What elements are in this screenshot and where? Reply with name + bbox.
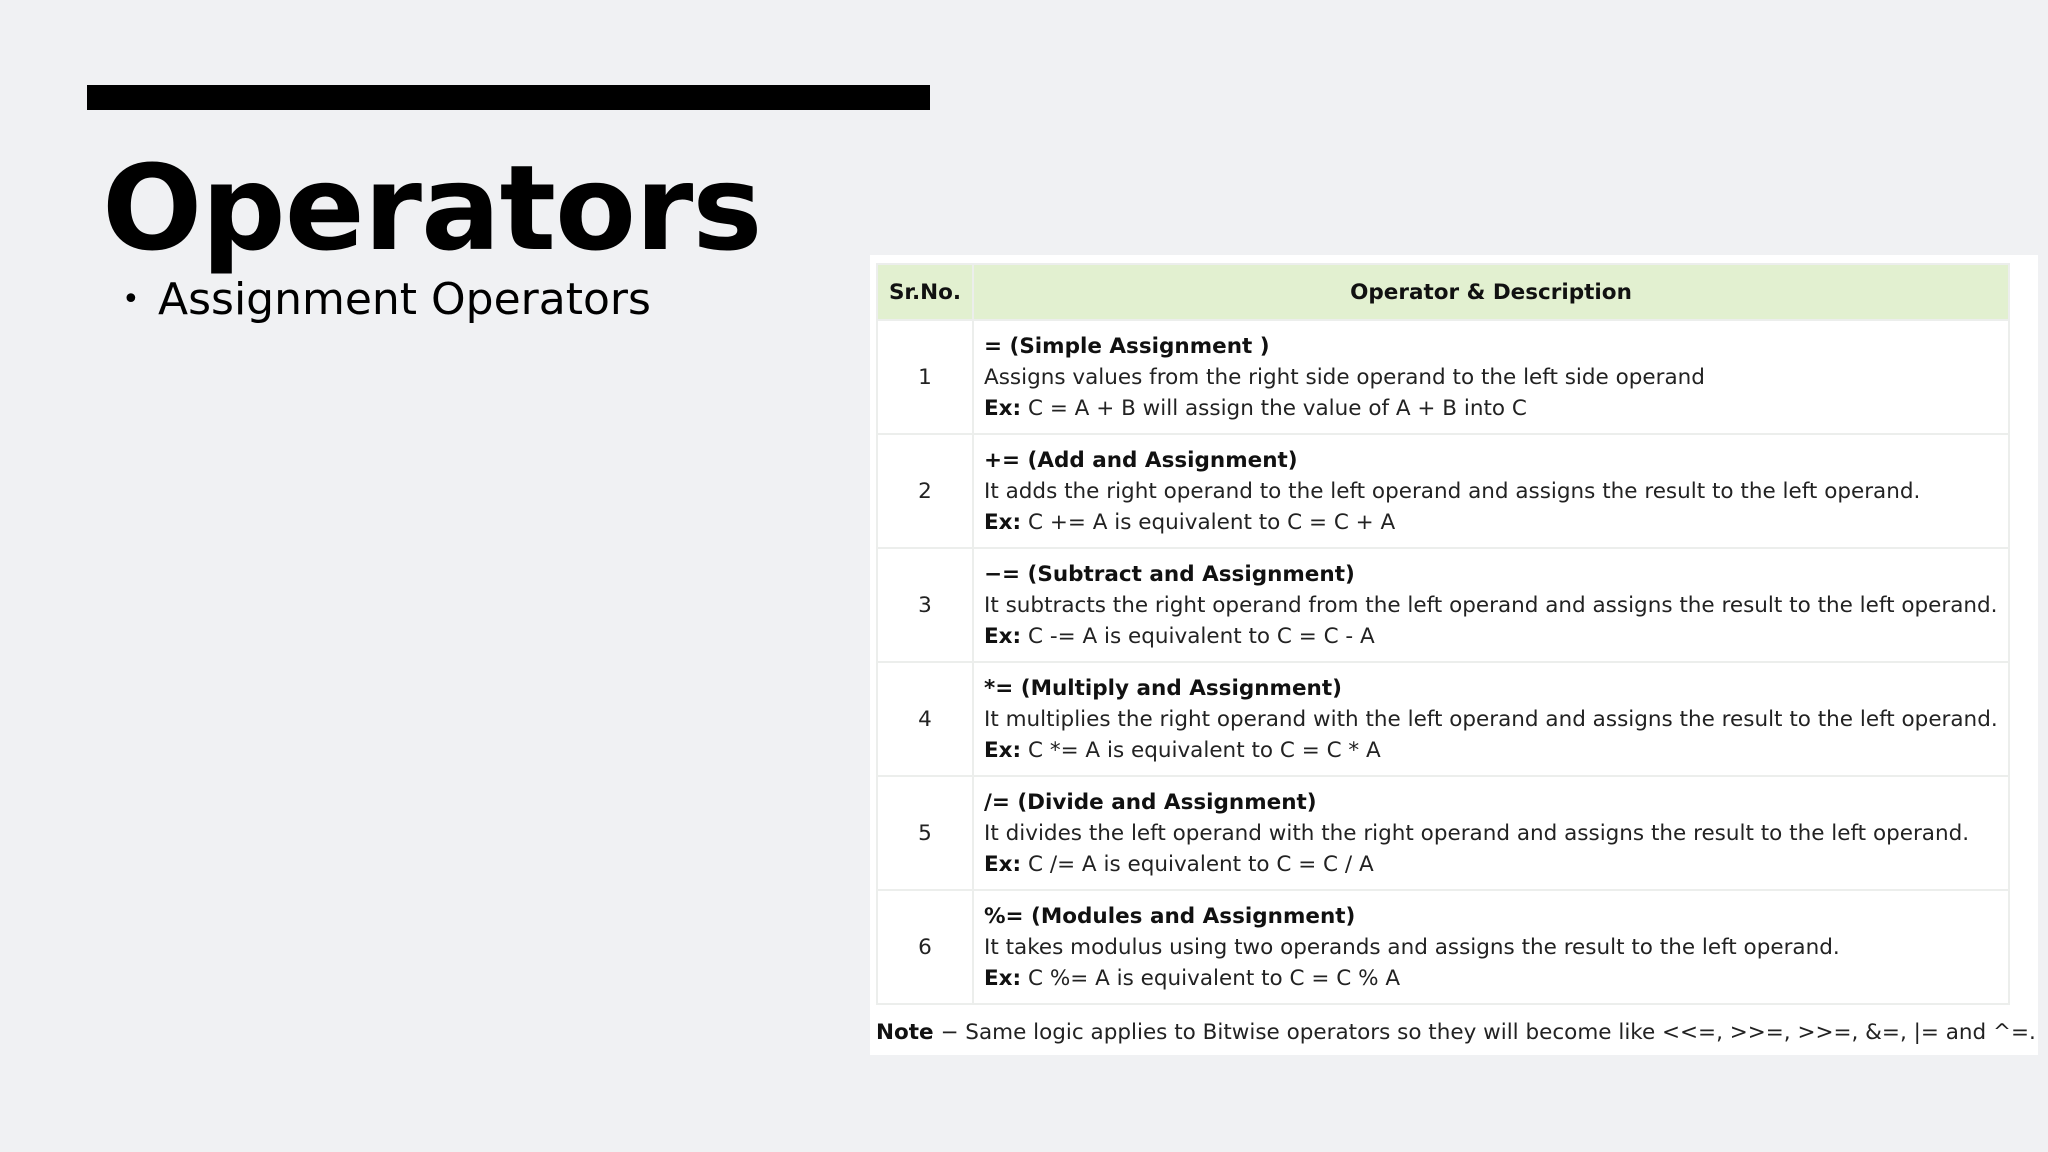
operator-name: %= (Modules and Assignment) xyxy=(984,903,1356,929)
row-description xyxy=(973,776,2009,890)
example-text: C /= A is equivalent to C = C / A xyxy=(1021,851,1374,877)
example-text: C -= A is equivalent to C = C - A xyxy=(1021,623,1375,649)
example-label: Ex: xyxy=(984,965,1022,991)
header-srno: Sr.No. xyxy=(877,264,973,320)
header-operator-description: Operator & Description xyxy=(973,264,2009,320)
example-label: Ex: xyxy=(984,395,1022,421)
note-text: − Same logic applies to Bitwise operators so they will become like <<=, >>=, >>=, &=, |= and ^=. xyxy=(933,1020,2036,1045)
table-header-row xyxy=(877,264,2009,320)
operator-text: It subtracts the right operand from the left operand and assigns the result to the left operand. xyxy=(984,592,1998,618)
row-number: 5 xyxy=(877,776,973,890)
example-text: C %= A is equivalent to C = C % A xyxy=(1021,965,1401,991)
row-description xyxy=(973,548,2009,662)
table-row xyxy=(877,662,2009,776)
operator-text: It divides the left operand with the right operand and assigns the result to the left operand. xyxy=(984,820,1970,846)
operator-text: Assigns values from the right side operand to the left side operand xyxy=(984,364,1705,390)
operator-example xyxy=(984,393,2008,424)
row-number: 4 xyxy=(877,662,973,776)
table-row xyxy=(877,320,2009,434)
operator-text: It adds the right operand to the left operand and assigns the result to the left operand. xyxy=(984,478,1921,504)
bullet-item xyxy=(122,272,651,328)
bullet-dot-icon: • xyxy=(122,282,140,317)
operator-example xyxy=(984,849,2008,880)
operator-example xyxy=(984,621,2008,652)
example-text: C *= A is equivalent to C = C * A xyxy=(1021,737,1381,763)
table-row xyxy=(877,890,2009,1004)
table-row xyxy=(877,548,2009,662)
operator-text: It takes modulus using two operands and assigns the result to the left operand. xyxy=(984,934,1840,960)
row-number: 2 xyxy=(877,434,973,548)
operator-example xyxy=(984,507,2008,538)
row-number: 3 xyxy=(877,548,973,662)
operator-text: It multiplies the right operand with the left operand and assigns the result to the left operand. xyxy=(984,706,1998,732)
row-number: 1 xyxy=(877,320,973,434)
operator-name: −= (Subtract and Assignment) xyxy=(984,561,1355,587)
operator-name: = (Simple Assignment ) xyxy=(984,333,1270,359)
note-label: Note xyxy=(876,1020,934,1045)
example-label: Ex: xyxy=(984,851,1022,877)
example-label: Ex: xyxy=(984,509,1022,535)
row-description xyxy=(973,434,2009,548)
operator-name: += (Add and Assignment) xyxy=(984,447,1298,473)
operators-table-image xyxy=(870,255,2038,1055)
row-description xyxy=(973,890,2009,1004)
table-note xyxy=(876,1020,2036,1045)
row-description xyxy=(973,662,2009,776)
example-text: C = A + B will assign the value of A + B into C xyxy=(1021,395,1527,421)
table-row xyxy=(877,434,2009,548)
operator-example xyxy=(984,735,2008,766)
table-row xyxy=(877,776,2009,890)
operator-example xyxy=(984,963,2008,994)
assignment-operators-table xyxy=(876,263,2010,1005)
example-text: C += A is equivalent to C = C + A xyxy=(1021,509,1396,535)
bullet-list xyxy=(122,272,651,328)
row-description xyxy=(973,320,2009,434)
example-label: Ex: xyxy=(984,737,1022,763)
operator-name: *= (Multiply and Assignment) xyxy=(984,675,1342,701)
example-label: Ex: xyxy=(984,623,1022,649)
row-number: 6 xyxy=(877,890,973,1004)
title-accent-bar xyxy=(87,85,930,110)
bullet-text: Assignment Operators xyxy=(158,274,651,325)
slide-title: Operators xyxy=(102,139,762,277)
operator-name: /= (Divide and Assignment) xyxy=(984,789,1317,815)
